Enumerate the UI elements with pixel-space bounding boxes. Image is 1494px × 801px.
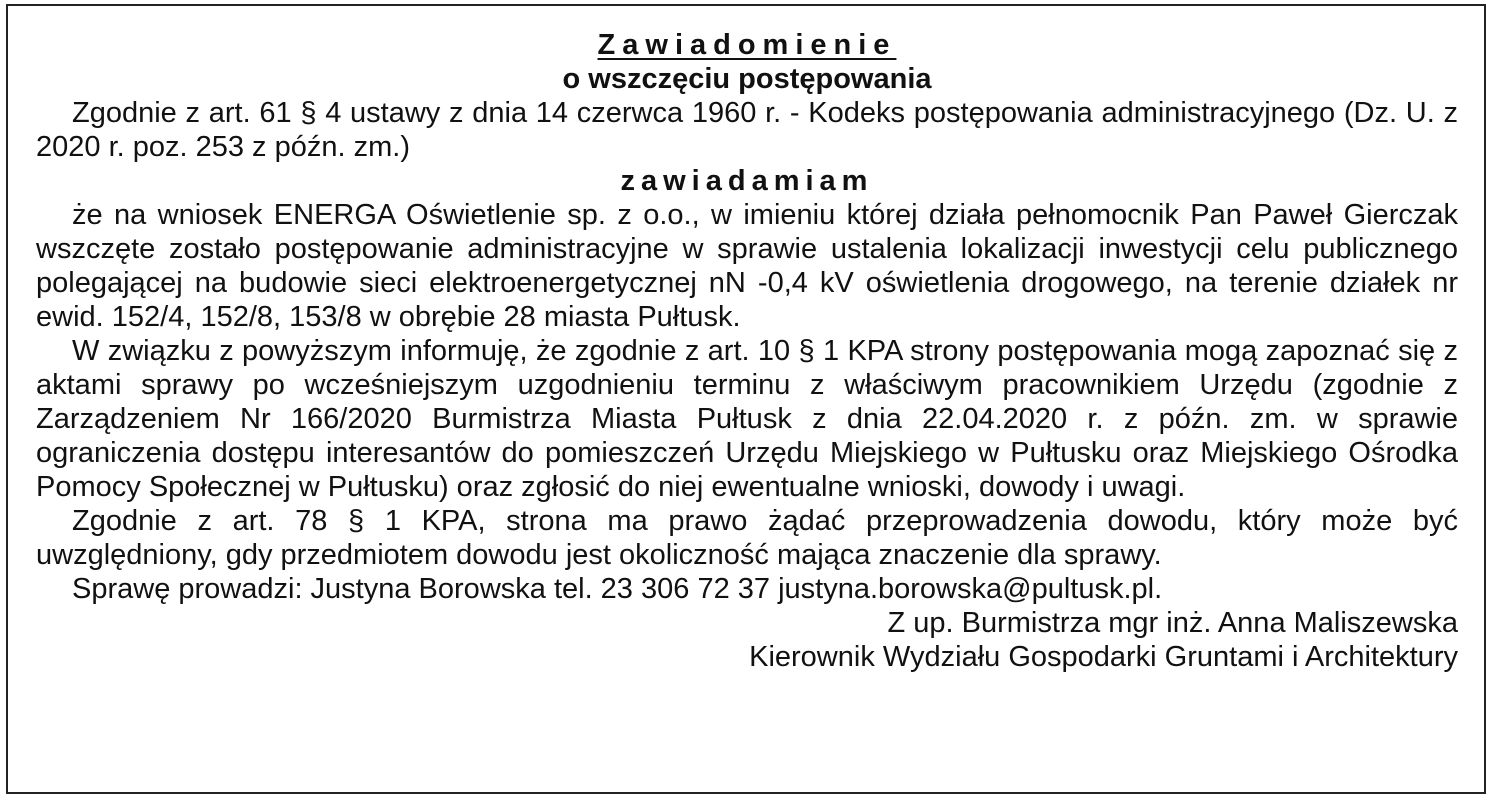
notice-box	[6, 4, 1486, 794]
paragraph-access-files: W związku z powyższym informuję, że zgodnie z art. 10 § 1 KPA strony postępowania mogą zapoznać się z aktami sprawy po wcześniejszym uzgodnieniu terminu z właściwym pracownikiem Urzędu (zgodnie z Zarządzeniem Nr 166/2020 Burmistrza Miasta Pułtusk z dnia 22.04.2020 r. z późn. zm. w sprawie ograniczenia dostępu interesantów do pomieszczeń Urzędu Miejskiego w Pułtusku oraz Miejskiego Ośrodka Pomocy Społecznej w Pułtusku) oraz zgłosić do niej ewentualne wnioski, dowody i uwagi.	[36, 335, 1458, 503]
notice-subtitle: o wszczęciu postępowania	[562, 63, 932, 95]
legal-basis-paragraph: Zgodnie z art. 61 § 4 ustawy z dnia 14 czerwca 1960 r. - Kodeks postępowania administracyjnego (Dz. U. z 2020 r. poz. 253 z późn. zm.)	[36, 97, 1458, 163]
paragraph-evidence-right: Zgodnie z art. 78 § 1 KPA, strona ma prawo żądać przeprowadzenia dowodu, który może być uwzględniony, gdy przedmiotem dowodu jest okoliczność mająca znaczenie dla sprawy.	[36, 505, 1458, 571]
notice-title: Zawiadomienie	[597, 29, 897, 61]
paragraph-application: że na wniosek ENERGA Oświetlenie sp. z o.o., w imieniu której działa pełnomocnik Pan Paweł Gierczak wszczęte zostało postępowanie administracyjne w sprawie ustalenia lokalizacji inwestycji celu publicznego polegającej na budowie sieci elektroenergetycznej nN -0,4 kV oświetlenia drogowego, na terenie działek nr ewid. 152/4, 152/8, 153/8 w obrębie 28 miasta Pułtusk.	[36, 199, 1458, 333]
signature-name: Z up. Burmistrza mgr inż. Anna Maliszewska	[887, 607, 1458, 639]
signature-title: Kierownik Wydziału Gospodarki Gruntami i Architektury	[749, 641, 1458, 673]
contact-line: Sprawę prowadzi: Justyna Borowska tel. 23 306 72 37 justyna.borowska@pultusk.pl.	[72, 573, 1163, 605]
announce-heading: zawiadamiam	[620, 165, 874, 197]
